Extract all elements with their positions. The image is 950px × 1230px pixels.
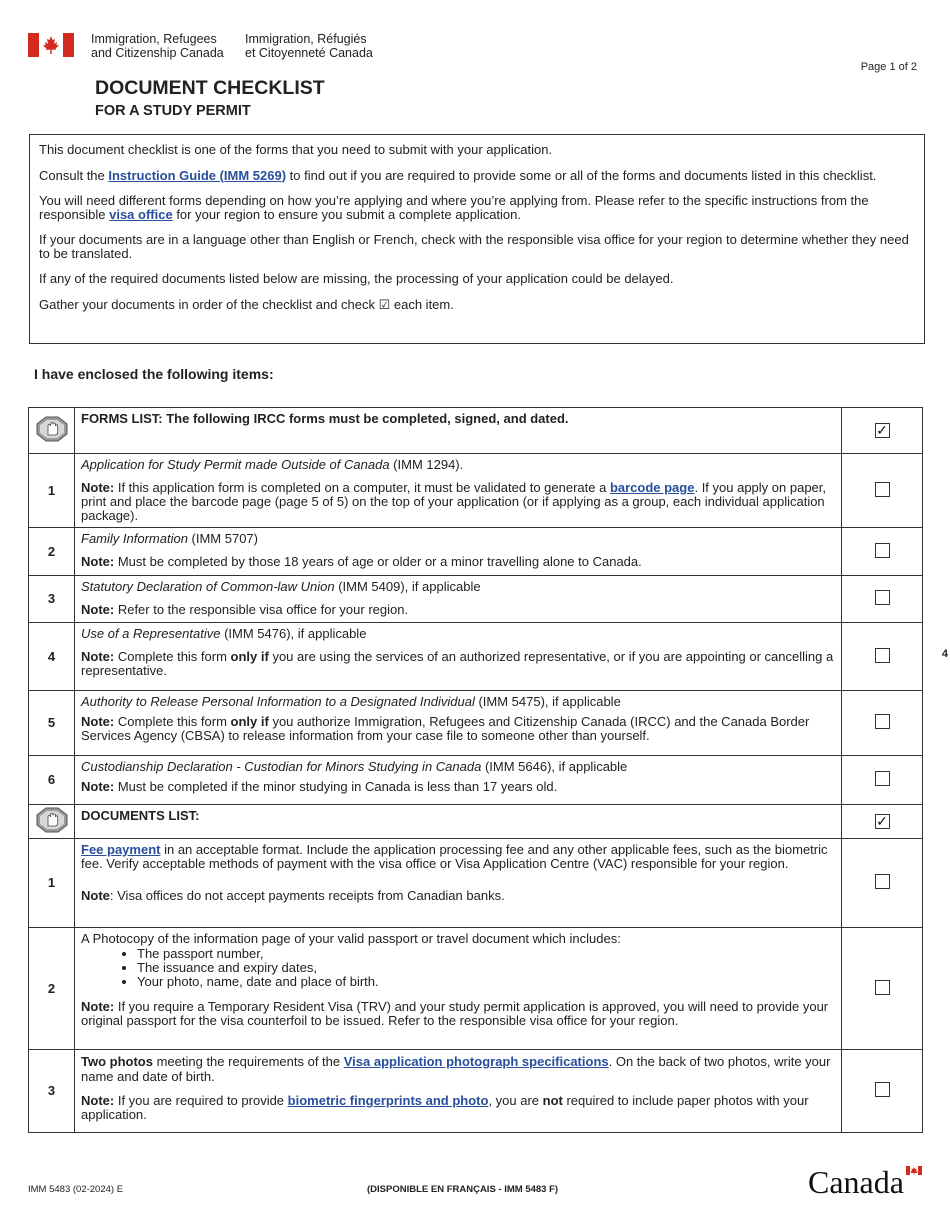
item-suffix: (IMM 5475), if applicable xyxy=(474,694,621,709)
item-checkbox[interactable] xyxy=(875,1082,890,1097)
page-title: DOCUMENT CHECKLIST xyxy=(95,77,325,99)
fee-payment-link[interactable]: Fee payment xyxy=(81,842,161,857)
checklist-table xyxy=(28,407,923,1133)
wordmark-text: Canada xyxy=(808,1164,904,1199)
note-label: Note: xyxy=(81,480,115,495)
item-checkbox[interactable] xyxy=(875,482,890,497)
item-suffix: (IMM 5707) xyxy=(187,531,258,546)
item-title-line xyxy=(81,627,835,641)
item-number: 2 xyxy=(29,528,75,576)
item-title: Family Information xyxy=(81,531,188,546)
list-item: • The issuance and expiry dates, xyxy=(137,961,835,975)
dept-en-line1: Immigration, Refugees xyxy=(91,32,217,46)
table-row xyxy=(29,928,923,1050)
two-photos-emphasis: Two photos xyxy=(81,1054,153,1069)
department-name-fr xyxy=(245,32,373,60)
note-text: you authorize Immigration, Refugees and Citizenship Canada (IRCC) and the Canada Border Services Agency (CBSA) to release information from your case file to someone other than yourself. xyxy=(81,714,810,743)
item-checkbox[interactable] xyxy=(875,590,890,605)
note-text: . If you apply on paper, print and place the barcode page (page 5 of 5) on the top of your application (or if applying as a group, each individual application package). xyxy=(81,480,827,523)
item-number: 4 xyxy=(29,623,75,691)
item-text: A Photocopy of the information page of your valid passport or travel document which includes: xyxy=(81,931,621,946)
item-note xyxy=(81,780,835,794)
canada-flag-icon xyxy=(28,33,74,57)
side-page-marker: 4 xyxy=(941,648,948,660)
item-title-line xyxy=(81,695,835,709)
stop-hand-icon xyxy=(35,416,69,442)
intro-text: You will need different forms depending on how you’re applying and where you’re applying from. Please refer to the specific instructions from the responsible xyxy=(39,193,869,222)
note-text: If this application form is completed on a computer, it must be validated to generate a xyxy=(114,480,610,495)
note-text: you are using the services of an authorized representative, or if you are appointing or cancelling a representative. xyxy=(81,649,834,678)
barcode-page-link[interactable]: barcode page xyxy=(609,480,695,495)
item-title: Use of a Representative xyxy=(81,626,221,641)
item-description xyxy=(75,756,842,805)
note-text: Must be completed by those 18 years of age or older or a minor travelling alone to Canada. xyxy=(114,554,642,569)
visa-office-link[interactable]: visa office xyxy=(109,206,173,222)
note-text: Complete this form xyxy=(114,714,231,729)
dept-en-line2: and Citizenship Canada xyxy=(91,46,224,60)
table-row xyxy=(29,691,923,756)
item-checkbox[interactable] xyxy=(875,874,890,889)
page-subtitle: FOR A STUDY PERMIT xyxy=(95,103,251,119)
note-text: : Visa offices do not accept payments receipts from Canadian banks. xyxy=(109,888,505,903)
forms-header-checkbox[interactable]: ✓ xyxy=(876,422,888,438)
note-label: Note: xyxy=(81,649,115,664)
passport-details-list xyxy=(81,947,835,989)
item-title-line xyxy=(81,580,835,594)
list-item: • Your photo, name, date and place of birth. xyxy=(137,975,835,989)
item-text xyxy=(81,843,835,871)
forms-list-header-row xyxy=(29,408,923,454)
enclosed-heading: I have enclosed the following items: xyxy=(34,366,274,382)
intro-paragraph xyxy=(39,194,915,221)
note-text: If you require a Temporary Resident Visa (TRV) and your study permit application is approved, you will need to provide your original passport for the visa counterfoil to be issued. Refer to the responsible visa office for your region. xyxy=(81,999,829,1028)
item-title: Statutory Declaration of Common-law Union xyxy=(81,579,335,594)
stop-hand-icon xyxy=(35,807,69,833)
item-note xyxy=(81,650,835,678)
documents-list-header: DOCUMENTS LIST: xyxy=(75,805,842,839)
intro-paragraph: If your documents are in a language other than English or French, check with the responsible visa office for your region to determine whether they need to be translated. xyxy=(39,232,909,261)
check-cell xyxy=(842,756,923,805)
documents-list-header-row xyxy=(29,805,923,839)
note-label: Note xyxy=(81,888,110,903)
item-description xyxy=(75,623,842,691)
table-row xyxy=(29,576,923,623)
item-number: 1 xyxy=(29,839,75,928)
stop-sign-cell xyxy=(29,805,75,839)
note-label: Note: xyxy=(81,1093,115,1108)
item-title-line xyxy=(81,532,835,546)
item-checkbox[interactable] xyxy=(875,980,890,995)
dept-fr-line2: et Citoyenneté Canada xyxy=(245,46,373,60)
item-body: in an acceptable format. Include the application processing fee and any other applicable fees, such as the biometric fee. Verify acceptable methods of payment with the visa office or Visa Application Centre (VAC) responsible for your region. xyxy=(81,842,828,871)
page-number: Page 1 of 2 xyxy=(860,61,917,73)
intro-paragraph: Gather your documents in order of the checklist and check ☑ each item. xyxy=(39,296,454,312)
item-note xyxy=(81,555,835,569)
item-note xyxy=(81,715,835,743)
item-title-line xyxy=(81,458,835,472)
check-cell xyxy=(842,1050,923,1133)
item-note xyxy=(81,889,835,903)
forms-header-check-cell xyxy=(842,408,923,454)
note-text: required to include paper photos with your application. xyxy=(81,1093,809,1122)
stop-sign-cell xyxy=(29,408,75,454)
item-suffix: (IMM 5646), if applicable xyxy=(481,759,628,774)
french-availability-note: (DISPONIBLE EN FRANÇAIS - IMM 5483 F) xyxy=(367,1184,559,1195)
documents-header-check-cell xyxy=(842,805,923,839)
only-if-emphasis: only if xyxy=(230,649,269,664)
intro-paragraph: This document checklist is one of the forms that you need to submit with your application. xyxy=(39,142,553,157)
item-suffix: (IMM 5476), if applicable xyxy=(220,626,367,641)
item-title: Custodianship Declaration - Custodian for Minors Studying in Canada xyxy=(81,759,482,774)
item-note xyxy=(81,481,835,523)
table-row xyxy=(29,1050,923,1133)
note-label: Note: xyxy=(81,554,115,569)
item-suffix: (IMM 1294). xyxy=(389,457,464,472)
item-description xyxy=(75,839,842,928)
item-note xyxy=(81,1000,835,1028)
check-cell xyxy=(842,454,923,528)
table-row xyxy=(29,623,923,691)
item-description xyxy=(75,1050,842,1133)
note-text: Refer to the responsible visa office for your region. xyxy=(114,602,409,617)
table-row xyxy=(29,756,923,805)
item-checkbox[interactable] xyxy=(875,714,890,729)
dept-fr-line1: Immigration, Réfugiés xyxy=(245,32,367,46)
check-cell xyxy=(842,839,923,928)
item-body: . On the back of two photos, write your name and date of birth. xyxy=(81,1054,831,1084)
item-title: Application for Study Permit made Outside of Canada xyxy=(81,457,390,472)
intro-text: Consult the xyxy=(39,167,109,183)
table-row xyxy=(29,839,923,928)
item-number: 3 xyxy=(29,1050,75,1133)
table-row xyxy=(29,528,923,576)
check-cell xyxy=(842,691,923,756)
documents-header-checkbox[interactable]: ✓ xyxy=(876,813,888,829)
note-text: Complete this form xyxy=(114,649,231,664)
note-label: Note: xyxy=(81,779,115,794)
check-cell xyxy=(842,928,923,1050)
list-item: • The passport number, xyxy=(137,947,835,961)
item-number: 2 xyxy=(29,928,75,1050)
item-description xyxy=(75,691,842,756)
intro-text: for your region to ensure you submit a complete application. xyxy=(172,206,522,222)
item-checkbox[interactable] xyxy=(875,771,890,786)
note-text: Must be completed if the minor studying in Canada is less than 17 years old. xyxy=(114,779,558,794)
item-title: Authority to Release Personal Information to a Designated Individual xyxy=(81,694,475,709)
item-number: 5 xyxy=(29,691,75,756)
table-row xyxy=(29,454,923,528)
form-identifier: IMM 5483 (02-2024) E xyxy=(28,1184,124,1195)
only-if-emphasis: only if xyxy=(230,714,269,729)
item-number: 1 xyxy=(29,454,75,528)
item-title-line xyxy=(81,760,835,774)
item-note xyxy=(81,1094,835,1122)
item-body: meeting the requirements of the xyxy=(152,1054,344,1069)
intro-paragraph xyxy=(39,169,915,183)
item-note xyxy=(81,603,835,617)
item-description xyxy=(75,576,842,623)
note-label: Note: xyxy=(81,714,115,729)
item-suffix: (IMM 5409), if applicable xyxy=(334,579,481,594)
biometrics-link[interactable]: biometric fingerprints and photo xyxy=(287,1093,489,1108)
note-label: Note: xyxy=(81,999,115,1014)
item-checkbox[interactable] xyxy=(875,648,890,663)
intro-box xyxy=(29,134,925,344)
instruction-guide-link[interactable]: Instruction Guide (IMM 5269) xyxy=(108,167,287,183)
item-number: 6 xyxy=(29,756,75,805)
intro-paragraph: If any of the required documents listed below are missing, the processing of your application could be delayed. xyxy=(39,271,674,286)
forms-list-header: FORMS LIST: The following IRCC forms must be completed, signed, and dated. xyxy=(75,408,842,454)
note-text: , you are xyxy=(488,1093,543,1108)
check-cell xyxy=(842,576,923,623)
check-cell xyxy=(842,528,923,576)
intro-text: to find out if you are required to provide some or all of the forms and documents listed in this checklist. xyxy=(286,167,877,183)
item-description xyxy=(75,928,842,1050)
item-number: 3 xyxy=(29,576,75,623)
item-description xyxy=(75,454,842,528)
photo-specifications-link[interactable]: Visa application photograph specifications xyxy=(343,1054,609,1069)
item-description xyxy=(75,528,842,576)
not-emphasis: not xyxy=(542,1093,563,1108)
item-checkbox[interactable] xyxy=(875,543,890,558)
department-name-en xyxy=(91,32,224,60)
canada-wordmark-logo xyxy=(808,1163,924,1199)
note-label: Note: xyxy=(81,602,115,617)
check-cell xyxy=(842,623,923,691)
note-text: If you are required to provide xyxy=(114,1093,288,1108)
item-text xyxy=(81,1054,835,1084)
